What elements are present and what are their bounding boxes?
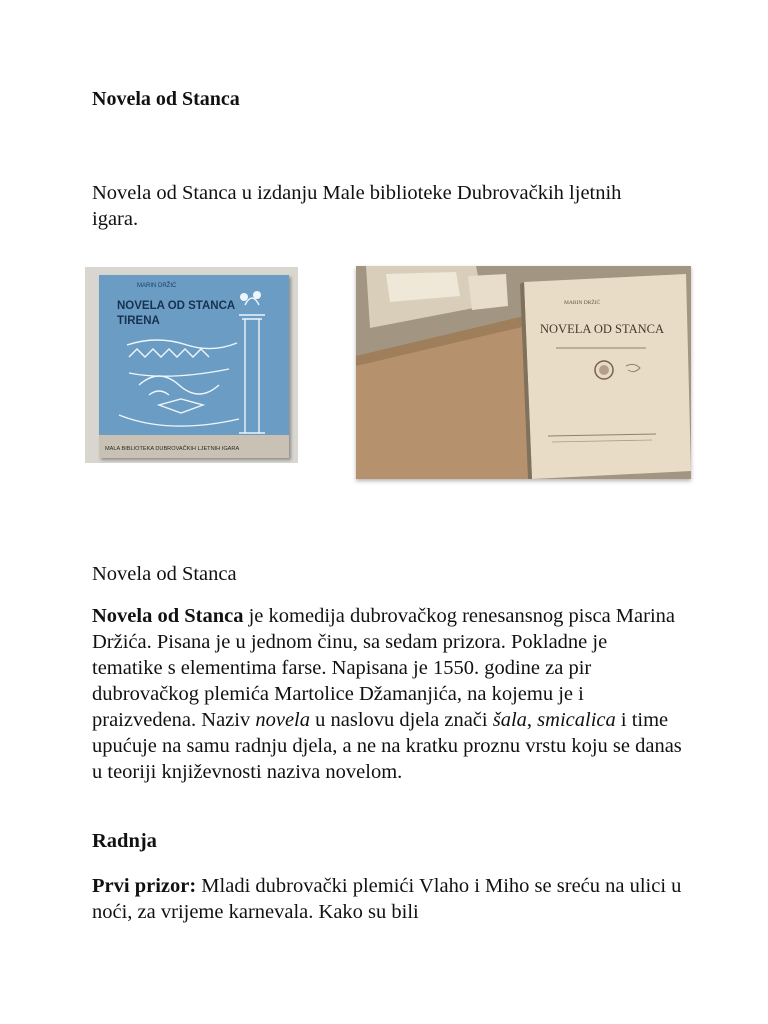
paragraph-bold-lead: Novela od Stanca — [92, 605, 244, 627]
section-label: Novela od Stanca — [92, 563, 237, 585]
blue-book-cover — [99, 275, 289, 458]
paragraph-text-b: u naslovu djela znači — [310, 709, 493, 731]
paragraph-italic-smicalica: smicalica — [537, 709, 616, 731]
cover-title-line2: TIRENA — [117, 315, 160, 327]
book-cover-photo — [85, 267, 298, 463]
cover-footer: MALA BIBLIOTEKA DUBROVAČKIH LJETNIH IGARA — [105, 446, 240, 452]
cover-author: MARIN DRŽIĆ — [137, 283, 177, 289]
paragraph-text-d: i time upućuje na samu radnju djela, a ne na kratku proznu vrstu koju se danas u teoriji književnosti naziva novelom. — [92, 709, 682, 783]
plot-paragraph — [92, 873, 682, 925]
open-book-photo — [356, 266, 691, 479]
paragraph-text-c: , — [526, 709, 538, 731]
plot-text: Mladi dubrovački plemići Vlaho i Miho se sreću na ulici u noći, za vrijeme karnevala. Kako su bili — [92, 875, 682, 923]
cover-title-line1: NOVELA OD STANCA — [117, 300, 236, 312]
intro-paragraph: Novela od Stanca u izdanju Male biblioteke Dubrovačkih ljetnih igara. — [92, 182, 622, 230]
document-title: Novela od Stanca — [92, 88, 240, 110]
paragraph-italic-novela: novela — [255, 709, 310, 731]
subheading-radnja: Radnja — [92, 830, 157, 852]
paragraph-text-a: je komedija dubrovačkog renesansnog pisca Marina Držića. Pisana je u jednom činu, sa sedam prizora. Pokladne je tematike s elementima farse. Napisana je 1550. godine za pir dubrovačkog plemića Martolice Džamanjića, na kojemu je i praizvedena. Naziv — [92, 605, 675, 731]
description-paragraph — [92, 603, 682, 785]
paragraph-italic-sala: šala — [492, 709, 527, 731]
plot-bold-lead: Prvi prizor: — [92, 875, 197, 897]
